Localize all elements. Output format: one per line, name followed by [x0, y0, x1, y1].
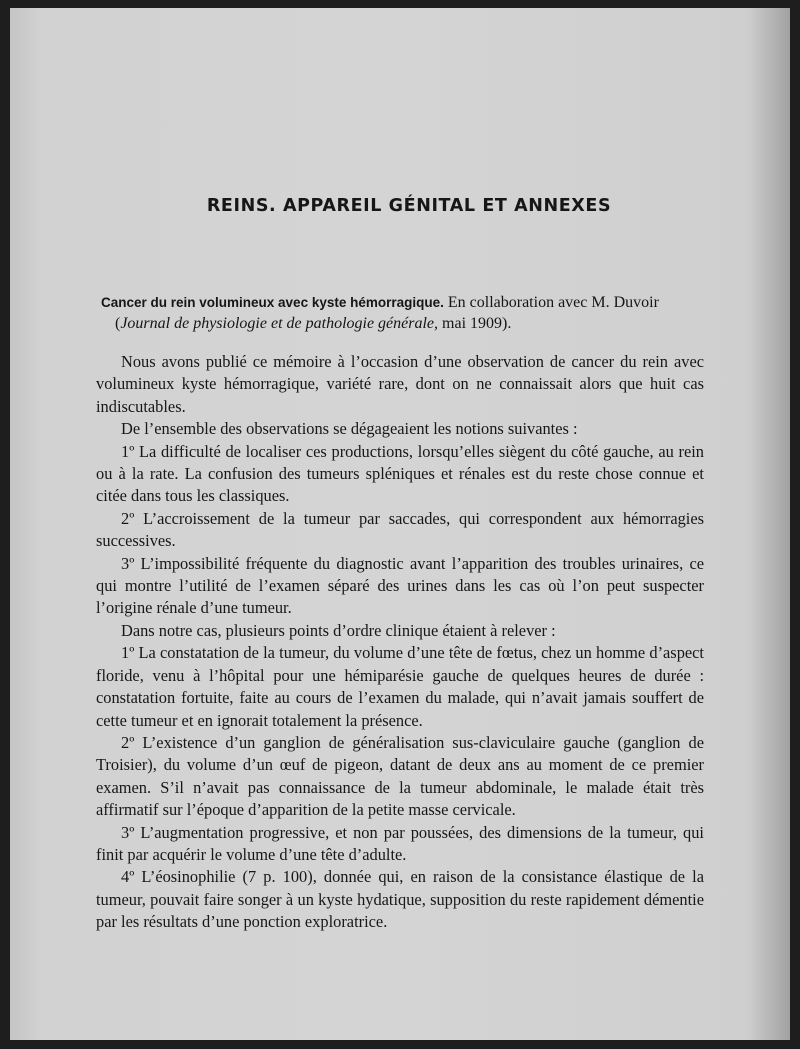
paragraph: Dans notre cas, plusieurs points d’ordre clinique étaient à relever :: [121, 620, 556, 640]
entry-title: Cancer du rein volumineux avec kyste hémorragique.: [101, 295, 444, 310]
entry-line-1: [101, 292, 702, 313]
bibliography-entry: [101, 292, 702, 334]
entry-open-paren: (: [115, 315, 121, 332]
paragraph: 3º L’impossibilité fréquente du diagnostic avant l’apparition des troubles urinaires, ce qui montre l’utilité de l’examen séparé des urines dans les cas où l’on peut suspecter l’origine rénale d’une tumeur.: [96, 553, 704, 618]
paragraph: 1º La difficulté de localiser ces productions, lorsqu’elles siègent du côté gauche, au rein ou à la rate. La confusion des tumeurs spléniques et rénales est du reste chose connue et citée dans tous les classiques.: [96, 441, 704, 506]
scan-edge-shadow: [750, 8, 790, 1040]
entry-collaboration: En collaboration avec M. Duvoir: [443, 294, 659, 311]
paragraph: Nous avons publié ce mémoire à l’occasion d’une observation de cancer du rein avec volumineux kyste hémorragique, variété rare, dont on ne connaissait alors que huit cas indiscutables.: [96, 352, 704, 416]
body-text: [96, 351, 704, 934]
paragraph: 2º L’existence d’un ganglion de généralisation sus-claviculaire gauche (ganglion de Troisier), du volume d’un œuf de pigeon, datant de deux ans au moment de ce premier examen. S’il n’avait pas connaissance de la tumeur abdominale, le malade était très affirmatif sur l’époque d’apparition de la petite masse cervicale.: [96, 732, 704, 820]
entry-line-2: [101, 313, 702, 334]
paragraph: 4º L’éosinophilie (7 p. 100), donnée qui, en raison de la consistance élastique de la tumeur, pouvait faire songer à un kyste hydatique, supposition du reste rapidement démentie par les résultats d’une ponction exploratrice.: [96, 867, 704, 932]
paragraph: 2º L’accroissement de la tumeur par saccades, qui correspondent aux hémorragies successives.: [96, 508, 704, 551]
paragraph: 1º La constatation de la tumeur, du volume d’une tête de fœtus, chez un homme d’aspect floride, venu à l’hôpital pour une hémiparésie gauche de quelques heures de durée : constatation fortuite, faite au cours de l’examen du malade, qui n’avait jamais souffert de cette tumeur et en ignorait totalement la présence.: [96, 643, 704, 730]
section-heading: REINS. APPAREIL GÉNITAL ET ANNEXES: [206, 196, 612, 216]
paragraph: De l’ensemble des observations se dégageaient les notions suivantes :: [121, 419, 578, 439]
paragraph: 3º L’augmentation progressive, et non par poussées, des dimensions de la tumeur, qui finit par acquérir le volume d’une tête d’adulte.: [96, 822, 704, 864]
entry-journal: Journal de physiologie et de pathologie générale,: [120, 315, 439, 332]
scanned-page: [10, 8, 790, 1040]
entry-date: mai 1909).: [438, 315, 512, 332]
